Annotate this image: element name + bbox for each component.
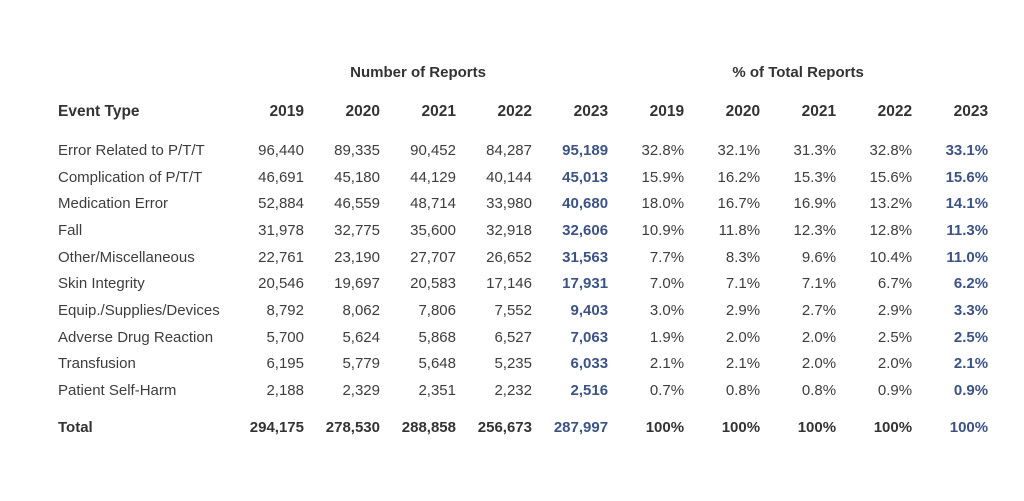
percent-cell-2021: 2.0% <box>801 328 837 346</box>
table-row <box>58 137 988 164</box>
reports-cell-2022: 2,232 <box>494 382 532 400</box>
reports-cell-2020: 46,559 <box>334 195 380 213</box>
reports-cell-2021: 35,600 <box>410 221 456 239</box>
reports-cell-2023: 2,516 <box>570 382 609 400</box>
reports-cell-2019: 2,188 <box>266 382 304 400</box>
table-row <box>58 217 988 244</box>
event-type-cell: Fall <box>58 221 83 239</box>
percent-year-header-2022: 2022 <box>877 103 913 120</box>
percent-cell-2021: 16.9% <box>793 195 837 213</box>
percent-cell-2023: 14.1% <box>945 195 989 213</box>
event-type-cell: Other/Miscellaneous <box>58 248 195 266</box>
reports-year-header-2020: 2020 <box>345 103 380 120</box>
table-row <box>58 297 988 324</box>
reports-cell-2023: 45,013 <box>562 168 609 186</box>
reports-cell-2020: 278,530 <box>325 419 380 437</box>
group-header-row <box>58 57 988 87</box>
year-header-row <box>58 87 988 137</box>
percent-cell-2022: 2.0% <box>877 355 913 373</box>
percent-cell-2019: 3.0% <box>649 301 685 319</box>
percent-cell-2021: 2.0% <box>801 355 837 373</box>
percent-cell-2021: 9.6% <box>801 248 837 266</box>
reports-cell-2021: 2,351 <box>418 382 456 400</box>
reports-cell-2019: 294,175 <box>249 419 304 437</box>
reports-cell-2020: 45,180 <box>334 168 380 186</box>
event-type-cell: Equip./Supplies/Devices <box>58 301 220 319</box>
total-label: Total <box>58 419 93 437</box>
reports-cell-2019: 6,195 <box>266 355 304 373</box>
reports-cell-2022: 256,673 <box>477 419 532 437</box>
reports-cell-2023: 95,189 <box>562 141 609 159</box>
event-type-cell: Complication of P/T/T <box>58 168 203 186</box>
group-header-number-of-reports: Number of Reports <box>350 63 486 81</box>
table-row <box>58 377 988 404</box>
total-row <box>58 404 988 452</box>
reports-cell-2021: 90,452 <box>410 141 456 159</box>
table-row <box>58 244 988 271</box>
percent-cell-2019: 15.9% <box>641 168 685 186</box>
percent-cell-2022: 15.6% <box>869 168 913 186</box>
table-row <box>58 270 988 297</box>
reports-year-header-2022: 2022 <box>497 103 532 120</box>
reports-cell-2023: 6,033 <box>570 355 609 373</box>
percent-cell-2023: 100% <box>949 419 989 437</box>
event-type-cell: Error Related to P/T/T <box>58 141 205 159</box>
percent-cell-2022: 6.7% <box>877 275 913 293</box>
percent-year-header-2023: 2023 <box>953 103 989 120</box>
percent-cell-2022: 2.9% <box>877 301 913 319</box>
percent-cell-2019: 2.1% <box>649 355 685 373</box>
percent-cell-2019: 10.9% <box>641 221 685 239</box>
reports-cell-2019: 46,691 <box>258 168 304 186</box>
reports-cell-2021: 5,648 <box>418 355 456 373</box>
reports-cell-2020: 8,062 <box>342 301 380 319</box>
group-header-percent-of-total-reports: % of Total Reports <box>732 63 864 81</box>
event-type-cell: Adverse Drug Reaction <box>58 328 214 346</box>
table-row <box>58 324 988 351</box>
reports-cell-2023: 9,403 <box>570 301 609 319</box>
percent-cell-2019: 0.7% <box>649 382 685 400</box>
table-row <box>58 190 988 217</box>
reports-cell-2019: 5,700 <box>266 328 304 346</box>
percent-cell-2022: 13.2% <box>869 195 913 213</box>
percent-cell-2022: 0.9% <box>877 382 913 400</box>
percent-cell-2021: 12.3% <box>793 221 837 239</box>
reports-cell-2021: 44,129 <box>410 168 456 186</box>
reports-cell-2019: 31,978 <box>258 221 304 239</box>
percent-cell-2022: 10.4% <box>869 248 913 266</box>
reports-cell-2022: 5,235 <box>494 355 532 373</box>
reports-cell-2020: 89,335 <box>334 141 380 159</box>
percent-cell-2020: 100% <box>721 419 761 437</box>
reports-cell-2022: 40,144 <box>486 168 532 186</box>
percent-cell-2023: 33.1% <box>945 141 989 159</box>
reports-cell-2019: 20,546 <box>258 275 304 293</box>
percent-cell-2020: 16.2% <box>717 168 761 186</box>
event-type-cell: Skin Integrity <box>58 275 145 293</box>
percent-cell-2021: 15.3% <box>793 168 837 186</box>
percent-cell-2019: 7.0% <box>649 275 685 293</box>
table-body <box>58 137 988 452</box>
table-row <box>58 351 988 378</box>
reports-cell-2022: 17,146 <box>486 275 532 293</box>
percent-cell-2020: 11.8% <box>718 221 761 239</box>
reports-cell-2023: 40,680 <box>562 195 609 213</box>
event-type-cell: Medication Error <box>58 195 169 213</box>
reports-cell-2020: 19,697 <box>334 275 380 293</box>
reports-cell-2019: 96,440 <box>258 141 304 159</box>
reports-cell-2020: 5,779 <box>342 355 380 373</box>
reports-cell-2020: 5,624 <box>342 328 380 346</box>
percent-cell-2019: 7.7% <box>649 248 685 266</box>
percent-cell-2020: 8.3% <box>725 248 761 266</box>
percent-cell-2023: 2.1% <box>953 355 989 373</box>
reports-cell-2021: 7,806 <box>418 301 456 319</box>
percent-cell-2023: 15.6% <box>945 168 989 186</box>
reports-cell-2020: 23,190 <box>334 248 380 266</box>
percent-cell-2019: 18.0% <box>641 195 685 213</box>
reports-cell-2023: 17,931 <box>562 275 609 293</box>
percent-year-header-2021: 2021 <box>801 103 837 120</box>
reports-cell-2022: 7,552 <box>494 301 532 319</box>
percent-cell-2019: 32.8% <box>641 141 685 159</box>
reports-cell-2019: 52,884 <box>258 195 304 213</box>
percent-cell-2020: 2.1% <box>725 355 761 373</box>
reports-cell-2019: 8,792 <box>266 301 304 319</box>
reports-cell-2022: 6,527 <box>494 328 532 346</box>
percent-cell-2022: 100% <box>873 419 913 437</box>
percent-cell-2022: 2.5% <box>877 328 913 346</box>
reports-cell-2023: 32,606 <box>562 221 609 239</box>
percent-cell-2023: 3.3% <box>953 301 989 319</box>
percent-cell-2020: 7.1% <box>725 275 761 293</box>
percent-cell-2021: 100% <box>797 419 837 437</box>
percent-cell-2022: 12.8% <box>869 221 913 239</box>
percent-cell-2021: 31.3% <box>793 141 837 159</box>
percent-cell-2021: 2.7% <box>801 301 837 319</box>
percent-cell-2023: 11.0% <box>946 248 989 266</box>
reports-cell-2020: 2,329 <box>342 382 380 400</box>
event-reports-table <box>58 57 988 452</box>
reports-cell-2022: 84,287 <box>486 141 532 159</box>
reports-cell-2019: 22,761 <box>258 248 304 266</box>
reports-cell-2022: 33,980 <box>486 195 532 213</box>
percent-cell-2019: 1.9% <box>649 328 685 346</box>
reports-cell-2023: 7,063 <box>570 328 609 346</box>
reports-cell-2021: 20,583 <box>410 275 456 293</box>
table-row <box>58 164 988 191</box>
reports-cell-2023: 31,563 <box>562 248 609 266</box>
percent-cell-2020: 32.1% <box>717 141 761 159</box>
percent-cell-2021: 0.8% <box>801 382 837 400</box>
reports-cell-2023: 287,997 <box>553 419 609 437</box>
percent-cell-2021: 7.1% <box>801 275 837 293</box>
percent-year-header-2020: 2020 <box>725 103 761 120</box>
percent-cell-2022: 32.8% <box>869 141 913 159</box>
percent-cell-2023: 2.5% <box>953 328 989 346</box>
event-type-cell: Transfusion <box>58 355 136 373</box>
reports-year-header-2023: 2023 <box>573 103 609 120</box>
percent-cell-2020: 0.8% <box>725 382 761 400</box>
percent-year-header-2019: 2019 <box>649 103 685 120</box>
reports-year-header-2019: 2019 <box>269 103 304 120</box>
event-type-cell: Patient Self-Harm <box>58 382 177 400</box>
reports-cell-2021: 27,707 <box>410 248 456 266</box>
percent-cell-2023: 0.9% <box>953 382 989 400</box>
reports-cell-2021: 5,868 <box>418 328 456 346</box>
group-header-spacer <box>58 57 228 87</box>
percent-cell-2019: 100% <box>645 419 685 437</box>
reports-cell-2021: 48,714 <box>410 195 456 213</box>
reports-cell-2022: 32,918 <box>486 221 532 239</box>
event-type-column-header: Event Type <box>58 103 140 120</box>
percent-cell-2020: 16.7% <box>717 195 761 213</box>
reports-cell-2022: 26,652 <box>486 248 532 266</box>
reports-year-header-2021: 2021 <box>421 103 456 120</box>
percent-cell-2020: 2.9% <box>725 301 761 319</box>
percent-cell-2023: 6.2% <box>953 275 989 293</box>
percent-cell-2020: 2.0% <box>725 328 761 346</box>
reports-cell-2020: 32,775 <box>334 221 380 239</box>
percent-cell-2023: 11.3% <box>946 221 989 239</box>
reports-cell-2021: 288,858 <box>401 419 456 437</box>
